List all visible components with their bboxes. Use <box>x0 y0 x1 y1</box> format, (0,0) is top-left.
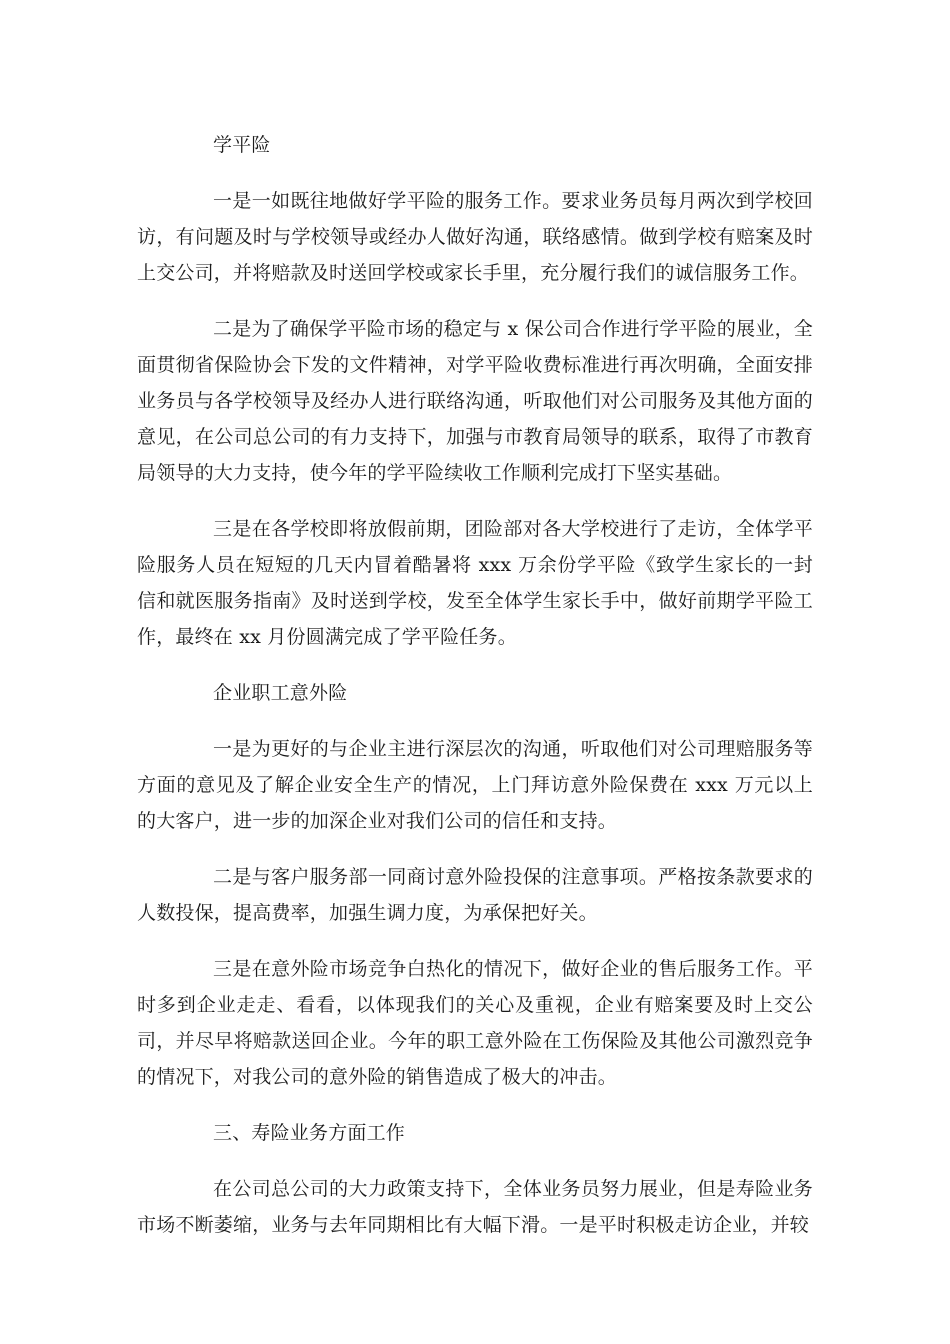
paragraph: 一是为更好的与企业主进行深层次的沟通，听取他们对公司理赔服务等方面的意见及了解企业安全生产的情况，上门拜访意外险保费在 xxx 万元以上的大客户，进一步的加深企业对我们公司的信任和支持。 <box>137 738 813 832</box>
paragraph: 二是为了确保学平险市场的稳定与 x 保公司合作进行学平险的展业，全面贯彻省保险协会下发的文件精神，对学平险收费标准进行再次明确，全面安排业务员与各学校领导及经办人进行联络沟通，听取他们对公司服务及其他方面的意见，在公司总公司的有力支持下，加强与市教育局领导的联系，取得了市教育局领导的大力支持，使今年的学平险续收工作顺利完成打下坚实基础。 <box>137 318 813 484</box>
section-heading-life-insurance: 三、寿险业务方面工作 <box>213 1122 406 1144</box>
paragraph: 三是在意外险市场竞争白热化的情况下，做好企业的售后服务工作。平时多到企业走走、看看，以体现我们的关心及重视，企业有赔案要及时上交公司，并尽早将赔款送回企业。今年的职工意外险在工伤保险及其他公司激烈竞争的情况下，对我公司的意外险的销售造成了极大的冲击。 <box>137 958 813 1088</box>
section-heading-student-insurance: 学平险 <box>213 134 271 156</box>
paragraph: 二是与客户服务部一同商讨意外险投保的注意事项。严格按条款要求的人数投保，提高费率，加强生调力度，为承保把好关。 <box>137 866 813 924</box>
section-heading-employee-accident-insurance: 企业职工意外险 <box>213 682 348 704</box>
document-page <box>137 127 813 1263</box>
paragraph: 一是一如既往地做好学平险的服务工作。要求业务员每月两次到学校回访，有问题及时与学校领导或经办人做好沟通，联络感情。做到学校有赔案及时上交公司，并将赔款及时送回学校或家长手里，充分履行我们的诚信服务工作。 <box>137 190 813 284</box>
paragraph: 三是在各学校即将放假前期，团险部对各大学校进行了走访，全体学平险服务人员在短短的几天内冒着酷暑将 xxx 万余份学平险《致学生家长的一封信和就医服务指南》及时送到学校，发至全体学生家长手中，做好前期学平险工作，最终在 xx 月份圆满完成了学平险任务。 <box>137 518 813 648</box>
paragraph: 在公司总公司的大力政策支持下，全体业务员努力展业，但是寿险业务市场不断萎缩，业务与去年同期相比有大幅下滑。一是平时积极走访企业，并较 <box>137 1178 813 1236</box>
